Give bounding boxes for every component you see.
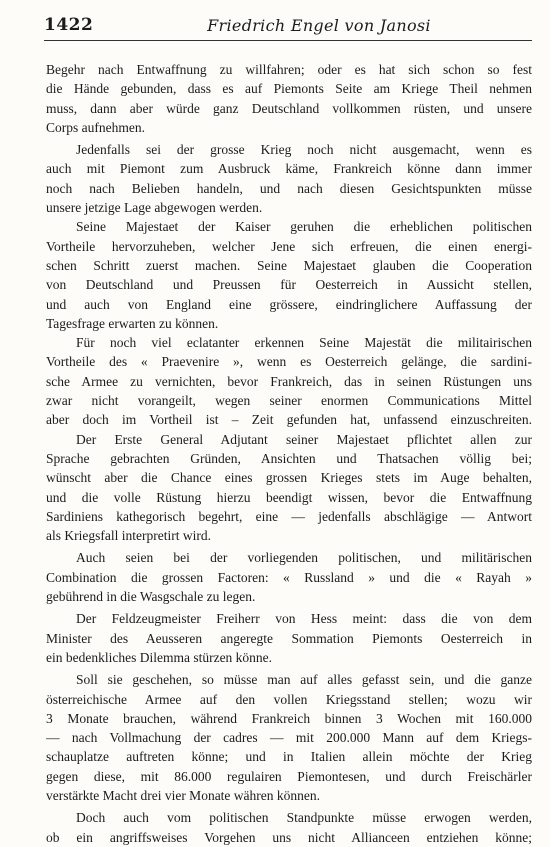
text-line: gegen diese, mit 86.000 regulairen Piemontesen, und durch Freischärler bbox=[46, 768, 532, 784]
text-line: — nach Vollmachung der cadres — mit 200.000 Mann auf dem Kriegs- bbox=[46, 730, 532, 746]
text-line: Für noch viel eclatanter erkennen Seine Majestät die militairischen bbox=[76, 335, 532, 351]
text-line: sche Armee zu vernichten, bevor Frankreich, das in seinen Rüstungen uns bbox=[46, 373, 532, 389]
text-line: ob ein angriffsweises Vorgehen uns nicht Allianceen entziehen könne; bbox=[46, 829, 532, 845]
text-line: Jedenfalls sei der grosse Krieg noch nicht ausgemacht, wenn es bbox=[76, 142, 532, 158]
text-line: noch nach Belieben handeln, und nach diesen Gesichtspunkten müsse bbox=[46, 180, 532, 196]
text-line: zwar nicht vorangeilt, wegen seiner enormen Communications Mittel bbox=[46, 393, 532, 409]
text-line: als Kriegsfall interpretirt wird. bbox=[46, 528, 211, 544]
header-rule bbox=[44, 40, 532, 41]
text-line: und auch von England eine grössere, eindringlichere Auffassung der bbox=[46, 296, 532, 312]
page-header bbox=[44, 13, 532, 37]
text-line: aber doch im Vortheil ist – Zeit gefunden hat, unfassend einzuschreiten. bbox=[46, 412, 532, 428]
text-line: Soll sie geschehen, so müsse man auf alles gefasst sein, und die ganze bbox=[76, 672, 532, 688]
text-line: Begehr nach Entwaffnung zu willfahren; oder es hat sich schon so fest bbox=[46, 62, 532, 77]
text-line: Der Erste General Adjutant seiner Majestaet pflichtet allen zur bbox=[76, 431, 532, 447]
text-line: Combination die grossen Factoren: « Russland » und die « Rayah » bbox=[46, 569, 532, 585]
text-line: Corps aufnehmen. bbox=[46, 119, 145, 135]
text-line: verstärkte Macht drei vier Monate währen können. bbox=[46, 787, 321, 803]
page-number: 1422 bbox=[44, 15, 94, 35]
text-line: auch mit Piemont zum Ausbruck käme, Frankreich könne dann immer bbox=[46, 161, 532, 177]
text-line: gebührend in die Wasgschale zu legen. bbox=[46, 589, 256, 605]
text-line: 3 Monate brauchen, während Frankreich binnen 3 Wochen mit 160.000 bbox=[46, 710, 532, 726]
text-line: muss, dann aber würde ganz Deutschland vollkommen rüsten, und unsere bbox=[46, 100, 532, 116]
running-title: Friedrich Engel von Janosi bbox=[207, 16, 431, 35]
text-line: Sardiniens kathegorisch begehrt, eine — jedenfalls abschlägige — Antwort bbox=[46, 508, 532, 524]
text-line: Tagesfrage erwarten zu können. bbox=[46, 315, 219, 331]
text-line: Seine Majestaet der Kaiser geruhen die erheblichen politischen bbox=[76, 219, 532, 235]
text-line: unsere jetzige Lage abgewogen werden. bbox=[46, 200, 263, 216]
text-line: Vortheile hervorzuheben, welcher Jene sich erfreuen, die einen energi- bbox=[46, 238, 532, 254]
text-line: ein bedenkliches Dilemma stürzen könne. bbox=[46, 649, 273, 665]
text-line: Der Feldzeugmeister Freiherr von Hess meint: dass die von dem bbox=[76, 611, 532, 627]
text-line: Auch seien bei der vorliegenden politischen, und militärischen bbox=[76, 550, 532, 566]
text-line: Sprache gebrachten Gründen, Ansichten und Thatsachen völlig bei; bbox=[46, 450, 532, 466]
text-line: von Deutschland und Preussen für Oesterreich in Aussicht stellen, bbox=[46, 277, 532, 293]
text-line: die Hände gebunden, dass es auf Piemonts Seite am Kriege Theil nehmen bbox=[46, 81, 532, 97]
body-text bbox=[46, 60, 532, 847]
text-line: wünscht aber die Chance eines grossen Krieges stets im Auge behalten, bbox=[46, 470, 532, 486]
text-line: und die volle Rüstung hierzu beendigt wissen, bevor die Entwaffnung bbox=[46, 489, 532, 505]
text-line: österreichische Armee auf den vollen Kriegsstand stellen; wozu wir bbox=[46, 691, 532, 707]
text-line: Minister des Aeusseren angeregte Sommation Piemonts Oesterreich in bbox=[46, 630, 532, 646]
text-line: schauplatze auftreten könne; und in Italien allein möchte der Krieg bbox=[46, 749, 532, 765]
text-line: schen Schritt zuerst machen. Seine Majestaet glauben die Cooperation bbox=[46, 257, 532, 273]
text-line: Vortheile des « Praevenire », wenn es Oesterreich gelänge, die sardini- bbox=[46, 354, 532, 370]
text-line: Doch auch vom politischen Standpunkte müsse erwogen werden, bbox=[76, 810, 532, 826]
